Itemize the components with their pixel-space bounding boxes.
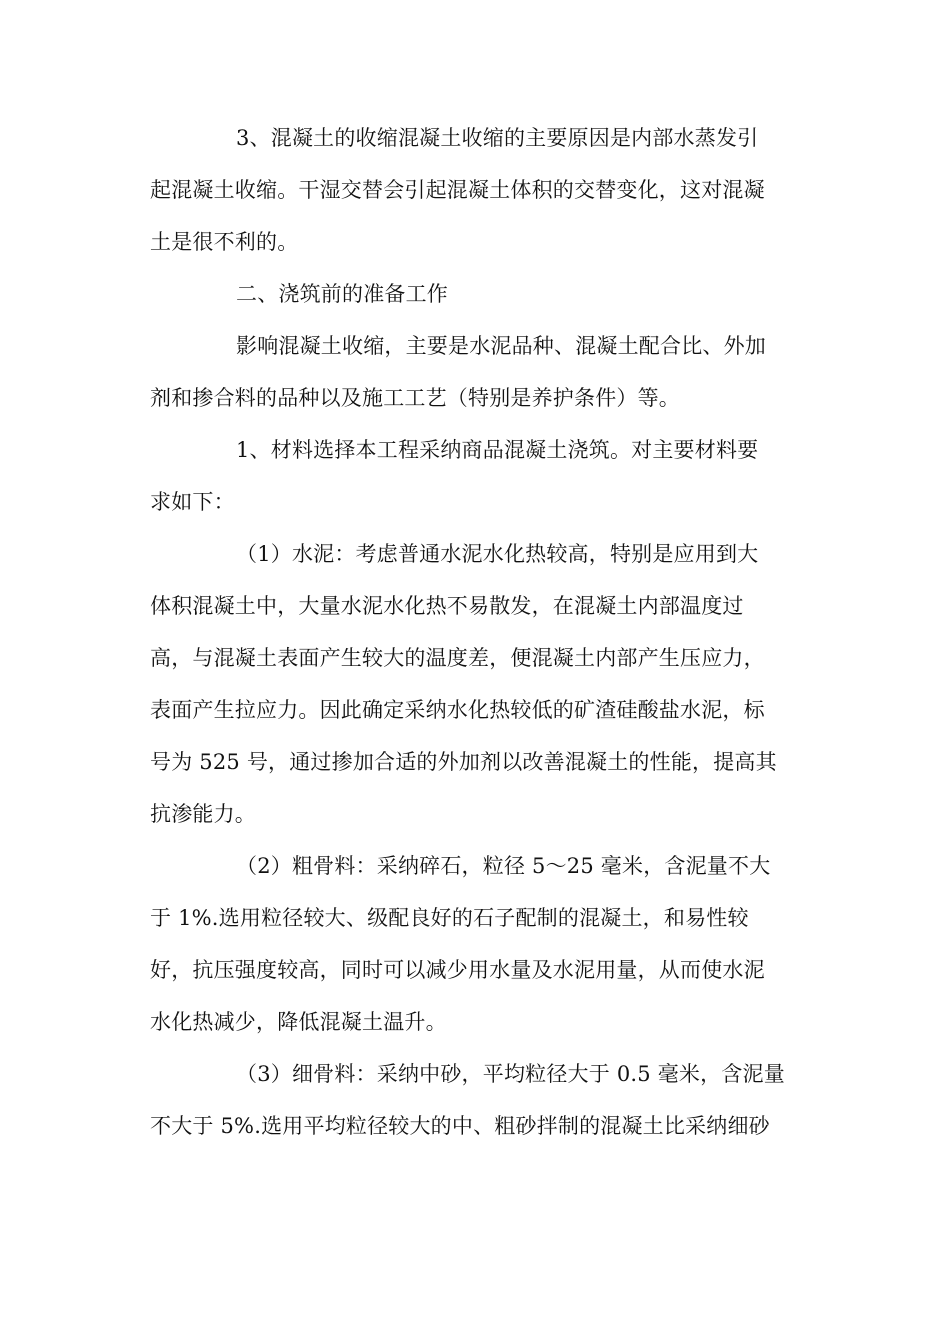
paragraph-line: 起混凝土收缩。干湿交替会引起混凝土体积的交替变化，这对混凝: [150, 178, 765, 202]
paragraph-line: （2）粗骨料：采纳碎石，粒径 5～25 毫米，含泥量不大: [236, 854, 771, 878]
paragraph-line: 求如下：: [150, 490, 235, 514]
paragraph-line: （3）细骨料：采纳中砂，平均粒径大于 0.5 毫米，含泥量: [236, 1062, 785, 1086]
paragraph-line: 不大于 5%.选用平均粒径较大的中、粗砂拌制的混凝土比采纳细砂: [150, 1114, 770, 1138]
paragraph-line: 抗渗能力。: [150, 802, 256, 826]
paragraph-line: （1）水泥：考虑普通水泥水化热较高，特别是应用到大: [236, 542, 759, 566]
paragraph-line: 土是很不利的。: [150, 230, 299, 254]
paragraph-line: 于 1%.选用粒径较大、级配良好的石子配制的混凝土，和易性较: [150, 906, 749, 930]
paragraph-line: 剂和掺合料的品种以及施工工艺（特别是养护条件）等。: [150, 386, 680, 410]
paragraph-line: 高，与混凝土表面产生较大的温度差，便混凝土内部产生压应力，: [150, 646, 765, 670]
paragraph-line: 体积混凝土中，大量水泥水化热不易散发，在混凝土内部温度过: [150, 594, 744, 618]
paragraph-line: 影响混凝土收缩，主要是水泥品种、混凝土配合比、外加: [236, 334, 766, 358]
section-heading: 二、浇筑前的准备工作: [236, 282, 448, 306]
paragraph-line: 好，抗压强度较高，同时可以减少用水量及水泥用量，从而使水泥: [150, 958, 765, 982]
paragraph-line: 3、混凝土的收缩混凝土收缩的主要原因是内部水蒸发引: [236, 126, 759, 150]
paragraph-line: 表面产生拉应力。因此确定采纳水化热较低的矿渣硅酸盐水泥，标: [150, 698, 765, 722]
paragraph-line: 号为 525 号，通过掺加合适的外加剂以改善混凝土的性能，提高其: [150, 750, 777, 774]
paragraph-line: 水化热减少，降低混凝土温升。: [150, 1010, 447, 1034]
paragraph-line: 1、材料选择本工程采纳商品混凝土浇筑。对主要材料要: [236, 438, 759, 462]
